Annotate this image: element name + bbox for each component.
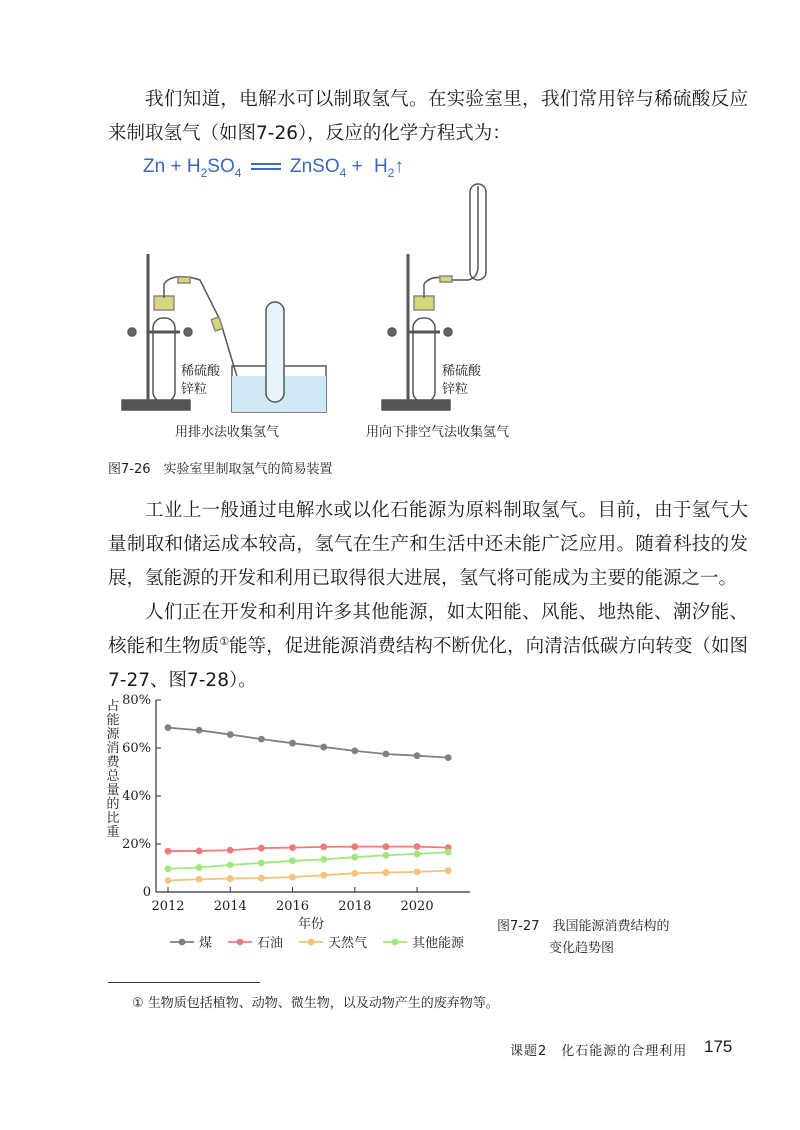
- section-title: 课题2 化石能源的合理利用: [510, 1044, 688, 1059]
- label-zinc-right: 锌粒: [442, 382, 469, 397]
- data-point: [258, 875, 265, 882]
- legend-item: [299, 932, 367, 951]
- eq-sub: 4: [339, 165, 347, 180]
- legend-label: 石油: [257, 936, 284, 951]
- legend-item: [228, 932, 283, 951]
- eq-znso: ZnSO: [289, 156, 340, 177]
- paragraph-1: 我们知道，电解水可以制取氢气。在实验室里，我们常用锌与稀硫酸反应来制取氢气（如图7-26），反应的化学方程式为：: [108, 89, 748, 144]
- eq-so: SO: [207, 156, 235, 177]
- data-point: [165, 724, 172, 731]
- data-point: [414, 843, 421, 850]
- legend-item: [170, 932, 212, 951]
- data-point: [165, 865, 172, 872]
- data-point: [414, 850, 421, 857]
- gas-arrow-icon: ↑: [394, 156, 404, 177]
- footnote-divider: [108, 982, 260, 983]
- data-point: [258, 736, 265, 743]
- page-number: 175: [704, 1037, 733, 1056]
- chart-xlabel: 年份: [298, 917, 325, 932]
- data-point: [289, 857, 296, 864]
- data-point: [414, 868, 421, 875]
- footnote-marker: ①: [219, 634, 230, 648]
- data-point: [289, 844, 296, 851]
- legend-marker-icon: [299, 937, 323, 947]
- legend-marker-icon: [383, 937, 407, 947]
- data-point: [320, 872, 327, 879]
- legend-label: 其他能源: [412, 936, 465, 951]
- eq-h2: H: [373, 156, 388, 177]
- legend-label: 煤: [199, 936, 213, 951]
- data-point: [196, 848, 203, 855]
- data-point: [227, 847, 234, 854]
- method-right: 用向下排空气法收集氢气: [366, 425, 510, 440]
- chart-ylabel: 占能源消费总量的比重: [106, 699, 120, 840]
- x-tick-label: 2012: [151, 899, 185, 914]
- series-line: [168, 871, 448, 881]
- data-point: [227, 875, 234, 882]
- series-line: [168, 728, 448, 758]
- data-point: [258, 845, 265, 852]
- label-acid-right: 稀硫酸: [442, 364, 482, 379]
- data-point: [289, 874, 296, 881]
- legend-marker-icon: [228, 937, 252, 947]
- eq-h: H: [186, 156, 201, 177]
- data-point: [445, 849, 452, 856]
- data-point: [196, 876, 203, 883]
- data-point: [351, 870, 358, 877]
- data-point: [289, 740, 296, 747]
- data-point: [351, 854, 358, 861]
- data-point: [320, 843, 327, 850]
- chart-legend: [170, 932, 464, 951]
- paragraph-2: 工业上一般通过电解水或以化石能源为原料制取氢气。目前，由于氢气大量制取和储运成本较高，氢气在生产和生活中还未能广泛应用。随着科技的发展，氢能源的开发和利用已取得很大进展，氢气将可能成为主要的能源之一。: [108, 500, 748, 589]
- data-point: [445, 867, 452, 874]
- y-tick-label: 80%: [122, 693, 151, 708]
- label-acid-left: 稀硫酸: [181, 364, 221, 379]
- eq-sub: 2: [387, 165, 395, 180]
- y-tick-label: 40%: [122, 789, 151, 804]
- paragraph-3-text: 人们正在开发和利用许多其他能源，如太阳能、风能、地热能、潮汐能、核能和生物质: [108, 602, 748, 657]
- y-tick-label: 0: [142, 885, 151, 900]
- figure-26-caption: 图7-26 实验室里制取氢气的简易装置: [108, 462, 333, 477]
- eq-sub: 2: [200, 165, 208, 180]
- data-point: [227, 731, 234, 738]
- data-point: [258, 860, 265, 867]
- x-tick-label: 2016: [275, 899, 310, 914]
- data-point: [165, 848, 172, 855]
- x-tick-label: 2018: [338, 899, 372, 914]
- label-zinc-left: 锌粒: [181, 382, 208, 397]
- data-point: [165, 877, 172, 884]
- legend-label: 天然气: [328, 936, 368, 951]
- eq-sub: 4: [234, 165, 242, 180]
- y-tick-label: 60%: [122, 741, 151, 756]
- data-point: [320, 744, 327, 751]
- figure-27-caption-line: 变化趋势图: [549, 941, 615, 956]
- data-point: [383, 843, 390, 850]
- footnote-text: 生物质包括植物、动物、微生物，以及动物产生的废弃物等。: [147, 996, 499, 1011]
- x-tick-label: 2020: [400, 899, 434, 914]
- legend-item: [383, 932, 464, 951]
- data-point: [414, 752, 421, 759]
- series-line: [168, 847, 448, 852]
- eq-plus: +: [351, 156, 363, 177]
- data-point: [383, 751, 390, 758]
- data-point: [383, 869, 390, 876]
- legend-marker-icon: [170, 937, 194, 947]
- figure-27-caption: [497, 916, 697, 960]
- method-left: 用排水法收集氢气: [175, 425, 280, 440]
- data-point: [445, 754, 452, 761]
- figure-27-caption-line: 图7-27 我国能源消费结构的: [497, 919, 670, 934]
- data-point: [351, 843, 358, 850]
- footnote: [132, 992, 499, 1011]
- data-point: [383, 852, 390, 859]
- data-point: [227, 861, 234, 868]
- data-point: [196, 727, 203, 734]
- footnote-marker: ①: [132, 996, 144, 1011]
- eq-plus: +: [170, 156, 182, 177]
- data-point: [320, 856, 327, 863]
- series-line: [168, 852, 448, 869]
- data-point: [351, 747, 358, 754]
- paragraph-3-text: 能等，促进能源消费结构不断优化，向清洁低碳方向转变（如图7-27、图7-28）。: [108, 636, 748, 691]
- x-tick-label: 2014: [213, 899, 247, 914]
- data-point: [196, 864, 203, 871]
- y-tick-label: 20%: [122, 837, 151, 852]
- eq-zn: Zn: [143, 156, 166, 177]
